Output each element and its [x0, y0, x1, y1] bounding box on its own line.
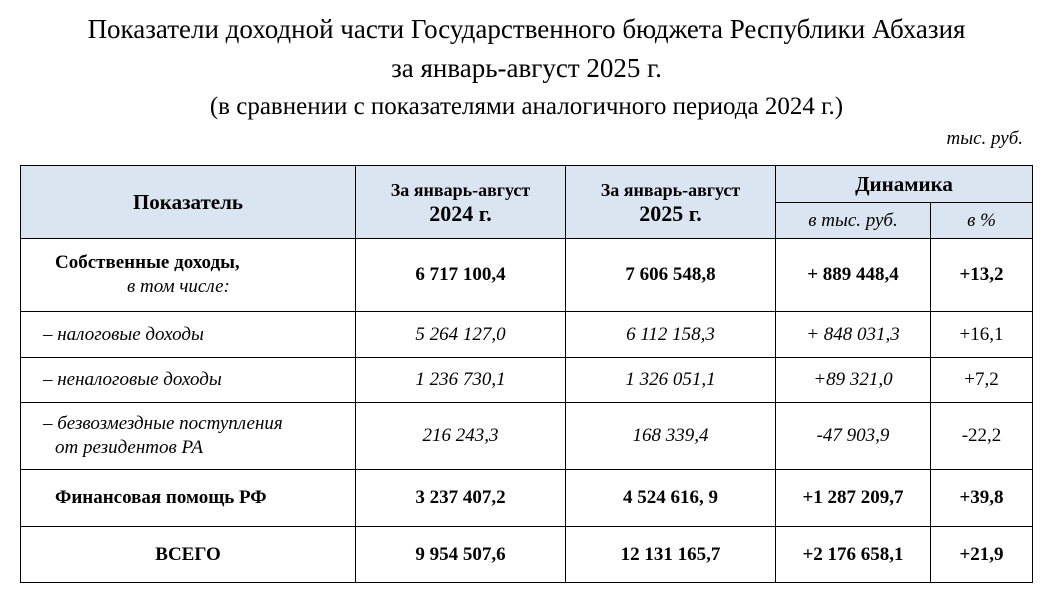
page-title: Показатели доходной части Государственного бюджета Республики Абхазия: [87, 14, 966, 44]
cell-2024: 6 717 100,4: [356, 239, 566, 312]
header-period-2025-year: 2025 г.: [639, 200, 702, 226]
header-period-2024-line1: За январь-август: [390, 179, 531, 200]
header-period-2025: [566, 166, 776, 239]
table-row-total: [21, 527, 1033, 583]
cell-dyn-pct: -22,2: [931, 403, 1033, 470]
row-label: [21, 239, 356, 312]
cell-2024: 3 237 407,2: [356, 470, 566, 527]
cell-2025: 1 326 051,1: [566, 358, 776, 403]
page-title-period: за январь-август 2025 г.: [391, 53, 662, 83]
table-row-tax-revenue: [21, 312, 1033, 358]
header-dyn-pct: в %: [931, 203, 1033, 239]
cell-dyn-pct: +16,1: [931, 312, 1033, 358]
header-period-2025-line1: За январь-август: [600, 179, 741, 200]
table-row-grants: [21, 403, 1033, 470]
page-subtitle: (в сравнении с показателями аналогичного периода 2024 г.): [209, 93, 844, 120]
budget-table: [20, 165, 1033, 583]
row-label-line1: – безвозмездные поступления: [43, 413, 283, 434]
cell-2025: 168 339,4: [566, 403, 776, 470]
header-period-2024-year: 2024 г.: [429, 200, 492, 226]
row-label: – неналоговые доходы: [21, 358, 356, 403]
header-dynamics: Динамика: [776, 166, 1033, 203]
cell-dyn-pct: +7,2: [931, 358, 1033, 403]
cell-dyn-pct: +21,9: [931, 527, 1033, 583]
cell-2024: 5 264 127,0: [356, 312, 566, 358]
header-dyn-abs: в тыс. руб.: [776, 203, 931, 239]
cell-dyn-pct: +39,8: [931, 470, 1033, 527]
cell-2024: 1 236 730,1: [356, 358, 566, 403]
header-indicator: Показатель: [21, 166, 356, 239]
cell-2025: 7 606 548,8: [566, 239, 776, 312]
row-label-sub: в том числе:: [127, 276, 230, 297]
table-row-own-revenue: [21, 239, 1033, 312]
cell-dyn-abs: +89 321,0: [776, 358, 931, 403]
row-label: – налоговые доходы: [21, 312, 356, 358]
cell-2025: 12 131 165,7: [566, 527, 776, 583]
row-label: ВСЕГО: [21, 527, 356, 583]
cell-2025: 4 524 616, 9: [566, 470, 776, 527]
row-label-line2: от резидентов РА: [55, 437, 204, 458]
cell-dyn-pct: +13,2: [931, 239, 1033, 312]
cell-dyn-abs: + 848 031,3: [776, 312, 931, 358]
cell-2024: 216 243,3: [356, 403, 566, 470]
cell-dyn-abs: + 889 448,4: [776, 239, 931, 312]
cell-dyn-abs: -47 903,9: [776, 403, 931, 470]
row-label: [21, 403, 356, 470]
table-row-rf-aid: [21, 470, 1033, 527]
table-row-nontax-revenue: [21, 358, 1033, 403]
cell-2025: 6 112 158,3: [566, 312, 776, 358]
cell-dyn-abs: +2 176 658,1: [776, 527, 931, 583]
header-period-2024: [356, 166, 566, 239]
cell-2024: 9 954 507,6: [356, 527, 566, 583]
row-label: Финансовая помощь РФ: [21, 470, 356, 527]
row-label-main: Собственные доходы,: [55, 252, 240, 273]
cell-dyn-abs: +1 287 209,7: [776, 470, 931, 527]
unit-label: тыс. руб.: [946, 128, 1023, 149]
